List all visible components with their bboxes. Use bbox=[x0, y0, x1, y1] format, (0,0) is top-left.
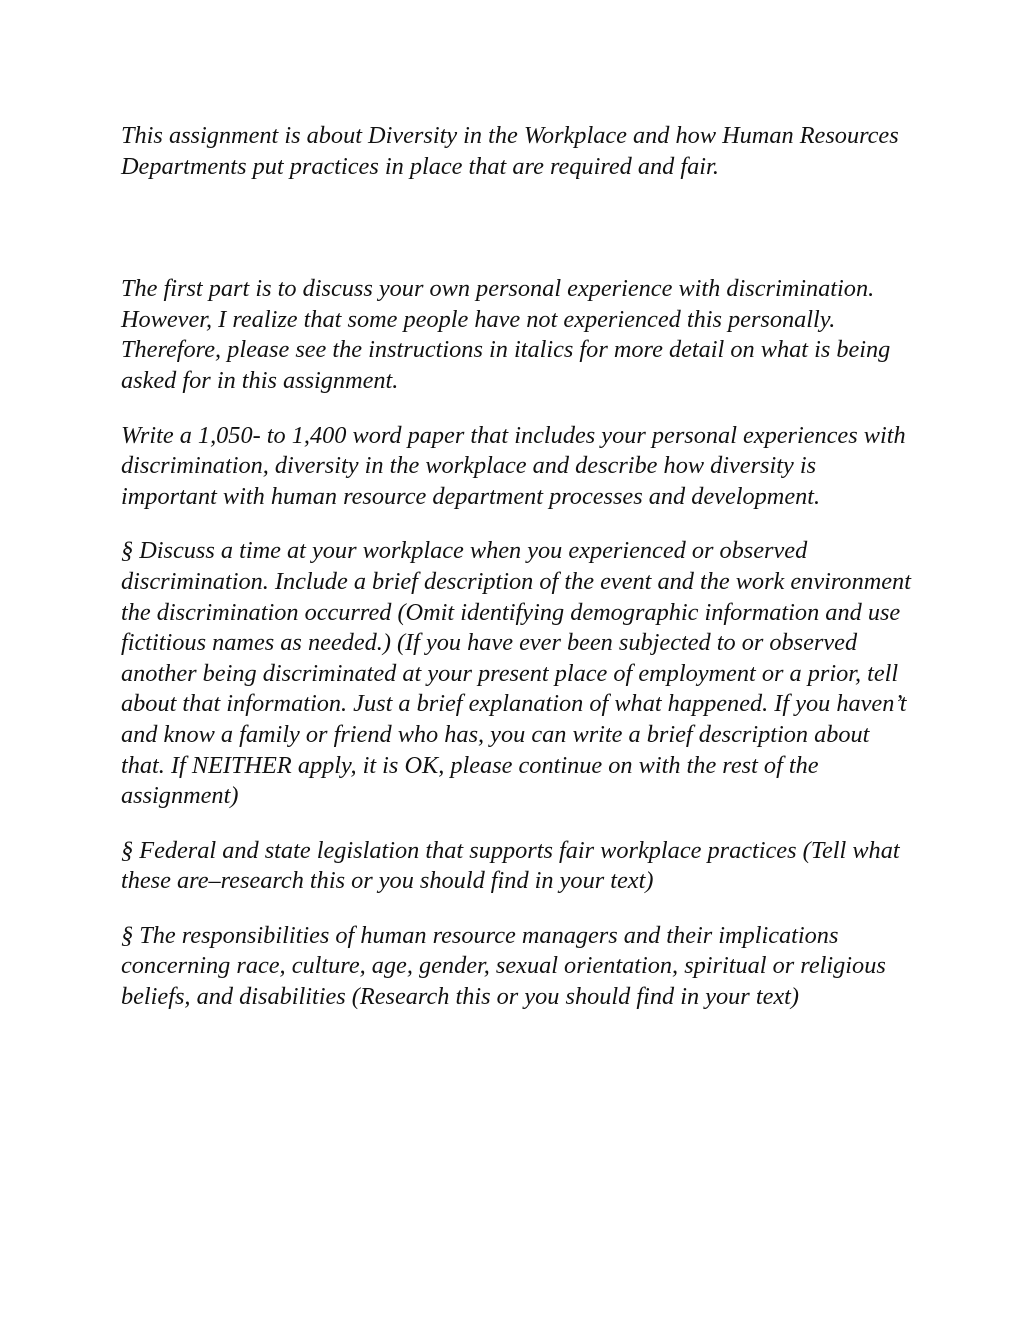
bullet-hr-responsibilities: § The responsibilities of human resource managers and their implications concerning race, culture, age, gender, sexual orientation, spiritual or religious beliefs, and disabilities (Research this or you should find in your text) bbox=[121, 921, 886, 1011]
intro-paragraph: This assignment is about Diversity in the Workplace and how Human Resources Departments put practices in place that are required and fair. bbox=[121, 122, 899, 180]
paragraph-paper-requirements: Write a 1,050- to 1,400 word paper that includes your personal experiences with discrimination, diversity in the workplace and describe how diversity is important with human resource department processes and development. bbox=[121, 421, 906, 510]
bullet-discuss-discrimination: § Discuss a time at your workplace when you experienced or observed discrimination. Include a brief description of the event and the work environment the discrimination occurred (Omit identifying demographic information and use fictitious names as needed.) (If you have ever been subjected to or observed another being discriminated at your present place of employment or a prior, tell about that information. Just a brief explanation of what happened. If you haven’t and know a family or friend who has, you can write a brief description about that. If NEITHER apply, it is OK, please continue on with the rest of the assignment) bbox=[121, 537, 911, 810]
bullet-legislation: § Federal and state legislation that supports fair workplace practices (Tell what these are–research this or you should find in your text) bbox=[121, 836, 900, 895]
document-body bbox=[121, 121, 911, 1013]
paragraph-personal-experience: The first part is to discuss your own personal experience with discrimination. However, I realize that some people have not experienced this personally. Therefore, please see the instructions in italics for more detail on what is being asked for in this assignment. bbox=[121, 275, 891, 394]
